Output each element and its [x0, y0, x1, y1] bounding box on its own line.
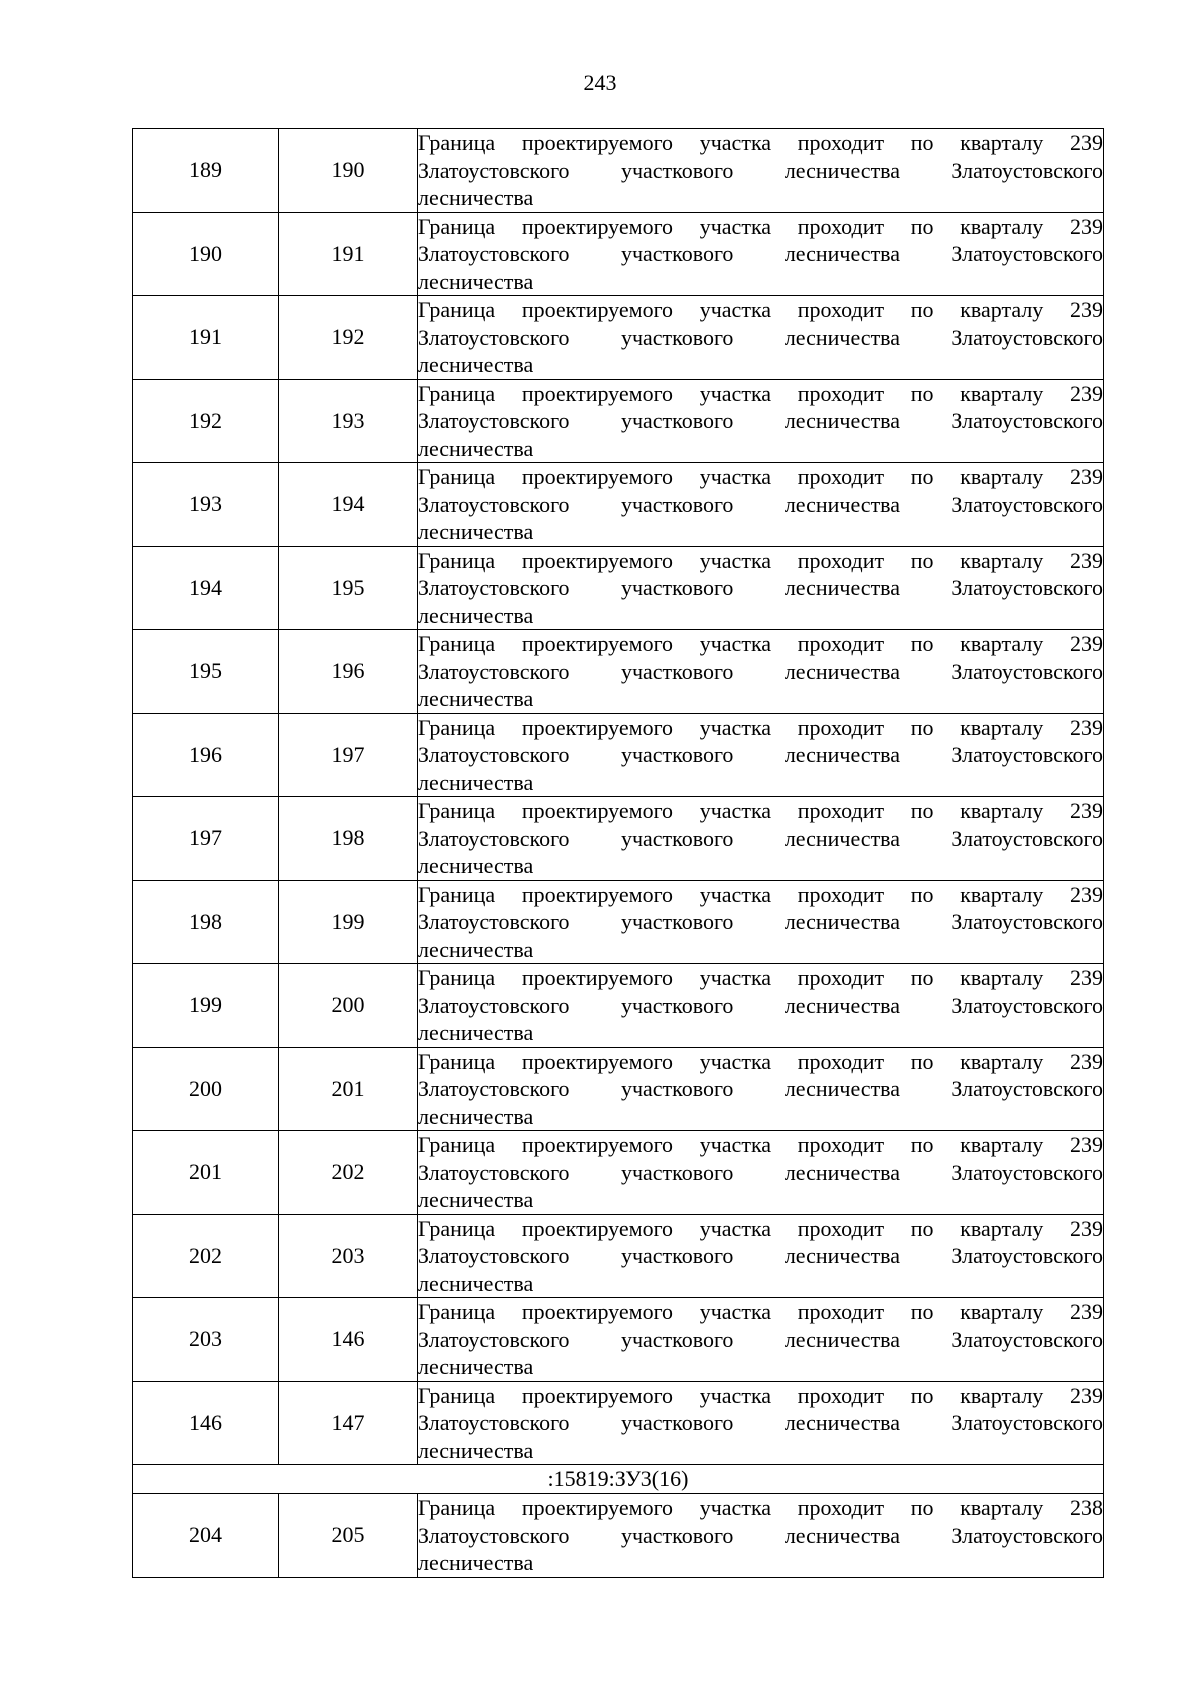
boundary-description-line: Граница проектируемого участка проходит по кварталу 239 — [418, 380, 1103, 406]
boundary-description-line: лесничества — [418, 352, 534, 377]
boundary-description-cell — [418, 1131, 1104, 1215]
boundary-description-line: Златоустовского участкового лесничества Златоустовского — [418, 992, 1103, 1018]
point-from-cell: 193 — [133, 463, 279, 547]
point-from-cell: 195 — [133, 630, 279, 714]
point-to-cell: 198 — [279, 797, 418, 881]
boundary-description-line: лесничества — [418, 1550, 534, 1575]
point-to-cell: 147 — [279, 1381, 418, 1465]
table-row — [133, 1214, 1104, 1298]
boundary-description-line: Златоустовского участкового лесничества Златоустовского — [418, 241, 1103, 266]
boundary-description-line: Златоустовского участкового лесничества Златоустовского — [418, 825, 1103, 851]
boundary-description-line: лесничества — [418, 1437, 534, 1463]
section-header-row — [133, 1465, 1104, 1494]
boundary-description-line: лесничества — [418, 1020, 534, 1045]
boundary-description-cell — [418, 797, 1104, 881]
point-from-cell: 192 — [133, 379, 279, 463]
point-to-cell: 203 — [279, 1214, 418, 1298]
boundary-description-line: Граница проектируемого участка проходит по кварталу 239 — [418, 1132, 1103, 1157]
point-from-cell: 203 — [133, 1298, 279, 1382]
point-to-cell: 197 — [279, 713, 418, 797]
point-to-cell: 190 — [279, 129, 418, 213]
boundary-description-line: Златоустовского участкового лесничества Златоустовского — [418, 1326, 1103, 1352]
table-row — [133, 296, 1104, 380]
table-row — [133, 1047, 1104, 1131]
boundary-table — [132, 128, 1104, 1578]
boundary-description-cell — [418, 463, 1104, 547]
boundary-description-line: Граница проектируемого участка проходит по кварталу 238 — [418, 1495, 1103, 1520]
point-to-cell: 195 — [279, 546, 418, 630]
boundary-description-line: лесничества — [418, 435, 534, 461]
boundary-description-line: Граница проектируемого участка проходит по кварталу 239 — [418, 547, 1103, 573]
point-to-cell: 201 — [279, 1047, 418, 1131]
boundary-description-cell — [418, 129, 1104, 213]
boundary-description-cell — [418, 296, 1104, 380]
point-to-cell: 202 — [279, 1131, 418, 1215]
boundary-description-line: Граница проектируемого участка проходит по кварталу 239 — [418, 1382, 1103, 1408]
boundary-description-cell — [418, 1298, 1104, 1382]
boundary-description-line: Граница проектируемого участка проходит по кварталу 239 — [418, 1215, 1103, 1241]
boundary-description-line: лесничества — [418, 1270, 534, 1296]
point-to-cell: 192 — [279, 296, 418, 380]
boundary-description-cell — [418, 630, 1104, 714]
table-row — [133, 630, 1104, 714]
boundary-description-cell — [418, 1047, 1104, 1131]
boundary-description-line: Граница проектируемого участка проходит по кварталу 239 — [418, 213, 1103, 239]
point-from-cell: 198 — [133, 880, 279, 964]
section-label: :15819:ЗУ3(16) — [133, 1465, 1104, 1494]
boundary-description-line: Граница проектируемого участка проходит по кварталу 239 — [418, 631, 1103, 656]
boundary-description-line: лесничества — [418, 519, 534, 544]
table-row — [133, 713, 1104, 797]
boundary-description-cell — [418, 713, 1104, 797]
boundary-description-line: Златоустовского участкового лесничества Златоустовского — [418, 408, 1103, 433]
boundary-description-line: лесничества — [418, 1103, 534, 1129]
boundary-description-line: Граница проектируемого участка проходит по кварталу 239 — [418, 714, 1103, 740]
boundary-description-line: лесничества — [418, 853, 534, 878]
boundary-description-line: Златоустовского участкового лесничества Златоустовского — [418, 324, 1103, 350]
table-row — [133, 880, 1104, 964]
boundary-description-cell — [418, 880, 1104, 964]
point-to-cell: 193 — [279, 379, 418, 463]
table-row — [133, 1494, 1104, 1578]
boundary-description-line: Граница проектируемого участка проходит по кварталу 239 — [418, 464, 1103, 489]
boundary-description-line: лесничества — [418, 769, 534, 795]
point-from-cell: 201 — [133, 1131, 279, 1215]
table-row — [133, 1381, 1104, 1465]
boundary-description-line: лесничества — [418, 185, 534, 210]
point-from-cell: 202 — [133, 1214, 279, 1298]
table-row — [133, 463, 1104, 547]
table-row — [133, 379, 1104, 463]
point-from-cell: 197 — [133, 797, 279, 881]
point-to-cell: 199 — [279, 880, 418, 964]
boundary-description-line: лесничества — [418, 602, 534, 628]
point-to-cell: 205 — [279, 1494, 418, 1578]
table-row — [133, 129, 1104, 213]
table-row — [133, 546, 1104, 630]
table-row — [133, 212, 1104, 296]
point-to-cell: 146 — [279, 1298, 418, 1382]
boundary-description-line: Златоустовского участкового лесничества Златоустовского — [418, 157, 1103, 183]
boundary-description-line: Златоустовского участкового лесничества Златоустовского — [418, 742, 1103, 767]
point-to-cell: 191 — [279, 212, 418, 296]
point-from-cell: 189 — [133, 129, 279, 213]
boundary-description-line: лесничества — [418, 1354, 534, 1379]
boundary-description-cell — [418, 212, 1104, 296]
boundary-description-line: Златоустовского участкового лесничества Златоустовского — [418, 575, 1103, 600]
boundary-description-line: Златоустовского участкового лесничества Златоустовского — [418, 909, 1103, 934]
point-to-cell: 194 — [279, 463, 418, 547]
boundary-description-line: Златоустовского участкового лесничества Златоустовского — [418, 658, 1103, 684]
boundary-description-line: Граница проектируемого участка проходит по кварталу 239 — [418, 798, 1103, 823]
boundary-description-cell — [418, 1381, 1104, 1465]
point-from-cell: 204 — [133, 1494, 279, 1578]
table-row — [133, 964, 1104, 1048]
boundary-description-line: Златоустовского участкового лесничества Златоустовского — [418, 491, 1103, 517]
boundary-description-line: Граница проектируемого участка проходит по кварталу 239 — [418, 130, 1103, 155]
point-from-cell: 146 — [133, 1381, 279, 1465]
boundary-description-cell — [418, 1494, 1104, 1578]
boundary-description-line: Златоустовского участкового лесничества Златоустовского — [418, 1159, 1103, 1185]
point-from-cell: 191 — [133, 296, 279, 380]
boundary-description-line: Златоустовского участкового лесничества Златоустовского — [418, 1243, 1103, 1268]
boundary-description-line: лесничества — [418, 268, 534, 294]
point-from-cell: 199 — [133, 964, 279, 1048]
page-number: 243 — [583, 70, 617, 95]
point-from-cell: 190 — [133, 212, 279, 296]
table-row — [133, 797, 1104, 881]
point-to-cell: 200 — [279, 964, 418, 1048]
boundary-description-line: Граница проектируемого участка проходит по кварталу 239 — [418, 965, 1103, 990]
boundary-description-line: Граница проектируемого участка проходит по кварталу 239 — [418, 1299, 1103, 1324]
table-row — [133, 1131, 1104, 1215]
point-from-cell: 200 — [133, 1047, 279, 1131]
boundary-description-line: Златоустовского участкового лесничества Златоустовского — [418, 1076, 1103, 1101]
boundary-description-line: Граница проектируемого участка проходит по кварталу 239 — [418, 881, 1103, 907]
boundary-description-line: лесничества — [418, 686, 534, 711]
boundary-description-line: лесничества — [418, 1187, 534, 1212]
point-to-cell: 196 — [279, 630, 418, 714]
boundary-description-line: Златоустовского участкового лесничества Златоустовского — [418, 1522, 1103, 1548]
boundary-description-line: Граница проектируемого участка проходит по кварталу 239 — [418, 297, 1103, 322]
point-from-cell: 196 — [133, 713, 279, 797]
boundary-description-line: лесничества — [418, 936, 534, 962]
table-body — [133, 129, 1104, 1578]
boundary-description-cell — [418, 546, 1104, 630]
point-from-cell: 194 — [133, 546, 279, 630]
boundary-description-cell — [418, 964, 1104, 1048]
boundary-description-line: Граница проектируемого участка проходит по кварталу 239 — [418, 1048, 1103, 1074]
boundary-description-cell — [418, 1214, 1104, 1298]
boundary-description-cell — [418, 379, 1104, 463]
boundary-description-line: Златоустовского участкового лесничества Златоустовского — [418, 1410, 1103, 1435]
table-row — [133, 1298, 1104, 1382]
